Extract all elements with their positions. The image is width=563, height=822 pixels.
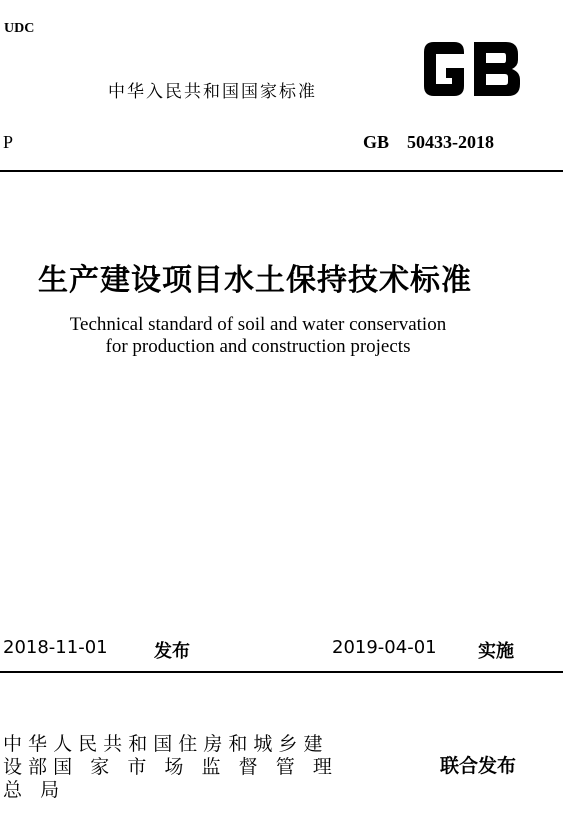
- gb-logo: [420, 38, 524, 100]
- issuer-line: 总 局: [3, 779, 60, 801]
- issuing-bodies: [3, 733, 403, 802]
- joint-issue-label: 联合发布: [440, 755, 517, 777]
- gb-logo-graphic: [420, 38, 524, 100]
- implementation-label: 实施: [478, 641, 514, 662]
- issue-label: 发布: [154, 641, 190, 662]
- title-english: [0, 314, 516, 358]
- title-english-line2: for production and construction projects: [105, 336, 411, 357]
- classification-code: P: [3, 132, 14, 152]
- issuer-line: 中 华 人 民 共 和 国 住 房 和 城 乡 建: [3, 733, 323, 755]
- header-divider: [0, 170, 563, 172]
- implementation-date: 2019-04-01: [332, 637, 437, 658]
- udc-label: UDC: [4, 21, 35, 36]
- issuer-line: 设 部 国 家 市 场 监 督 管 理: [3, 756, 332, 778]
- footer-divider: [0, 671, 563, 673]
- title-english-line1: Technical standard of soil and water conservation: [69, 314, 447, 335]
- issue-date: 2018-11-01: [3, 637, 108, 658]
- standard-number: GB 50433-2018: [363, 132, 495, 152]
- title-chinese: 生产建设项目水土保持技术标准: [38, 263, 472, 298]
- issuing-authority: 中华入民共和国国家标准: [108, 82, 317, 102]
